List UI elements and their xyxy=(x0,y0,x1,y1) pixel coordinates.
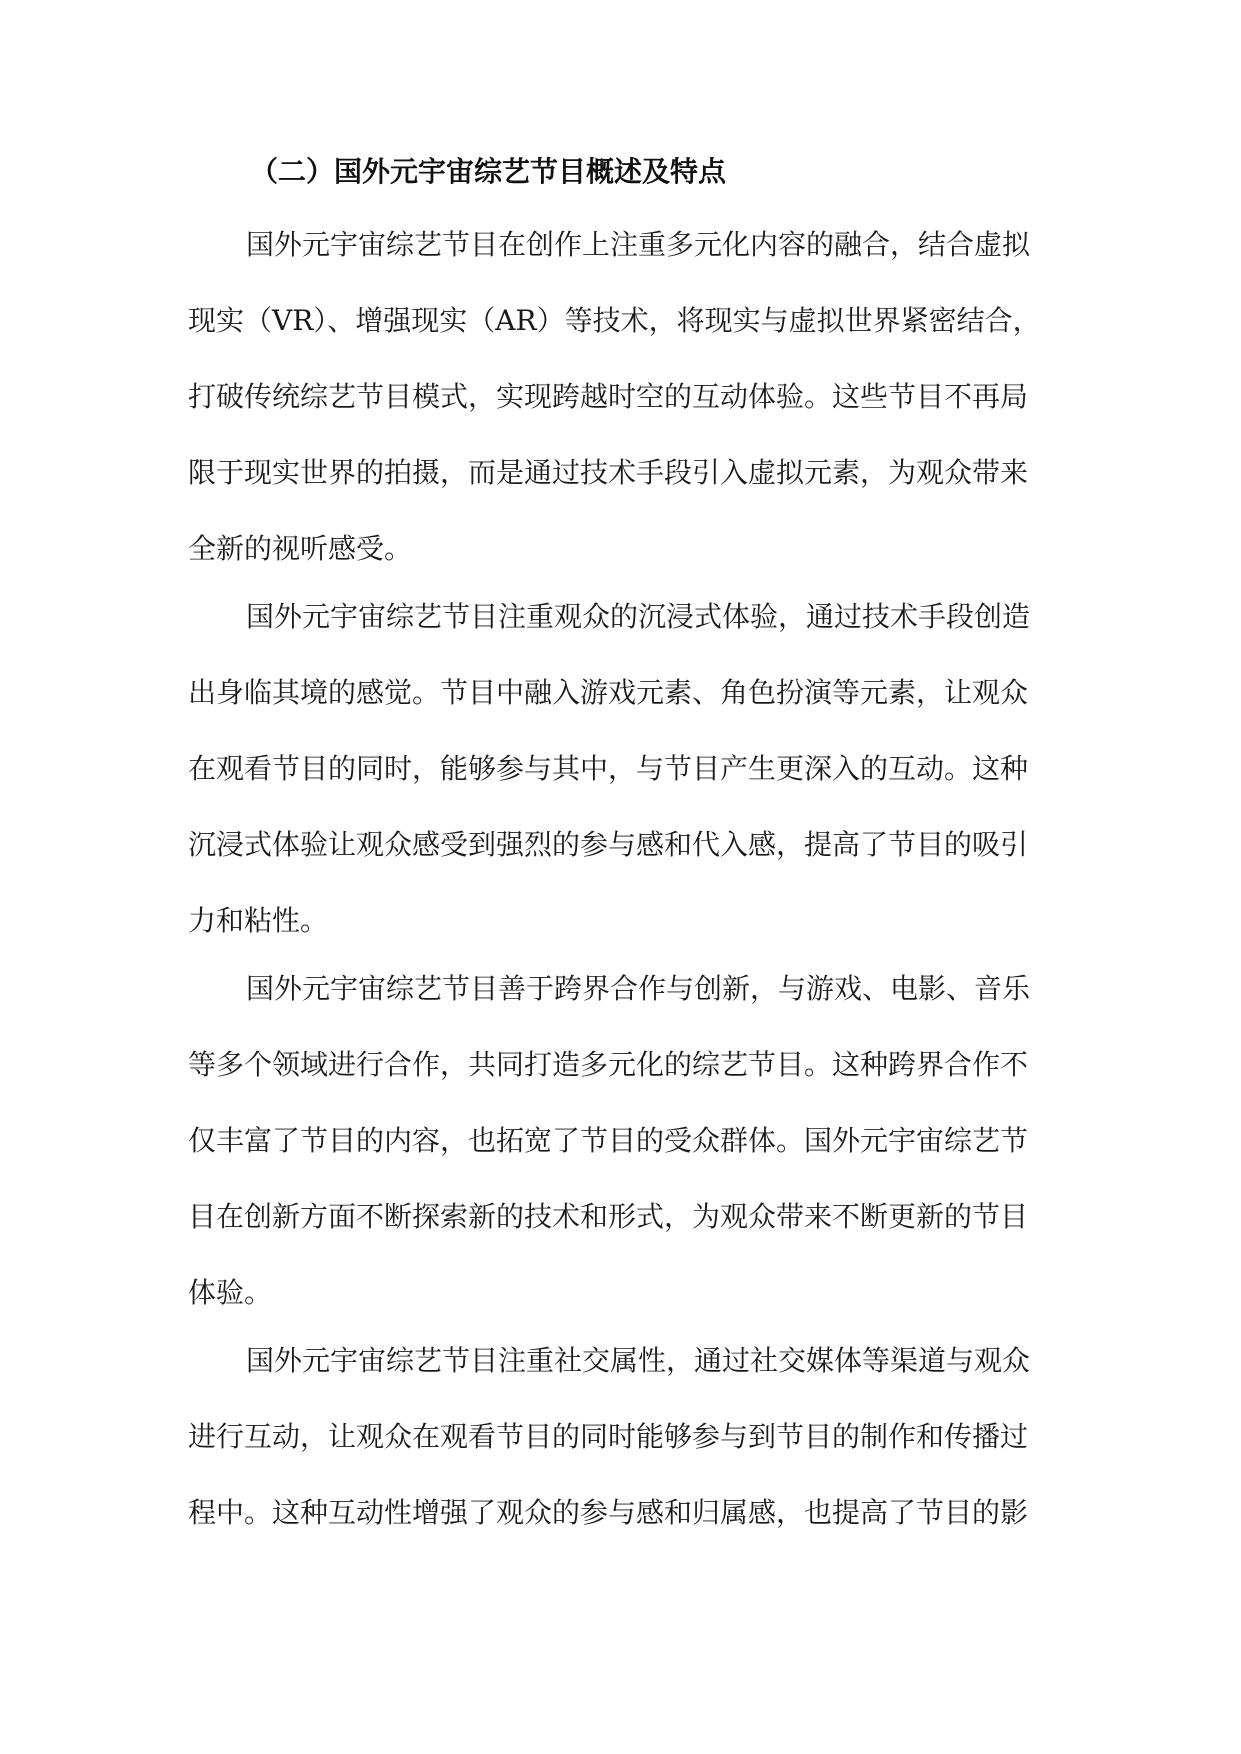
text-line: 等多个领域进行合作，共同打造多元化的综艺节目。这种跨界合作不 xyxy=(188,1048,1029,1081)
text-line: 国外元宇宙综艺节目在创作上注重多元化内容的融合，结合虚拟 xyxy=(246,228,1031,261)
text-line: 国外元宇宙综艺节目注重社交属性，通过社交媒体等渠道与观众 xyxy=(246,1344,1031,1377)
text-line: 仅丰富了节目的内容，也拓宽了节目的受众群体。国外元宇宙综艺节 xyxy=(188,1124,1029,1157)
paragraph xyxy=(188,600,1053,938)
text-line: 体验。 xyxy=(188,1276,273,1309)
text-line: 国外元宇宙综艺节目注重观众的沉浸式体验，通过技术手段创造 xyxy=(246,600,1031,633)
text-line: 目在创新方面不断探索新的技术和形式，为观众带来不断更新的节目 xyxy=(188,1200,1029,1233)
section-heading: （二）国外元宇宙综艺节目概述及特点 xyxy=(250,155,727,188)
text-line: 力和粘性。 xyxy=(188,904,329,937)
text-line: 国外元宇宙综艺节目善于跨界合作与创新，与游戏、电影、音乐 xyxy=(246,972,1031,1005)
text-line: 限于现实世界的拍摄，而是通过技术手段引入虚拟元素，为观众带来 xyxy=(188,456,1029,489)
text-line: 进行互动，让观众在观看节目的同时能够参与到节目的制作和传播过 xyxy=(188,1420,1029,1453)
text-line: 出身临其境的感觉。节目中融入游戏元素、角色扮演等元素，让观众 xyxy=(188,676,1029,709)
text-line: 打破传统综艺节目模式，实现跨越时空的互动体验。这些节目不再局 xyxy=(188,380,1029,413)
paragraph xyxy=(188,228,1053,566)
paragraph xyxy=(188,1344,1053,1530)
text-line: 在观看节目的同时，能够参与其中，与节目产生更深入的互动。这种 xyxy=(188,752,1029,785)
text-line: 沉浸式体验让观众感受到强烈的参与感和代入感，提高了节目的吸引 xyxy=(188,828,1029,861)
text-line: 全新的视听感受。 xyxy=(188,532,413,565)
document-body xyxy=(188,150,1053,1530)
paragraph xyxy=(188,972,1053,1310)
text-line: 现实（VR）、增强现实（AR）等技术，将现实与虚拟世界紧密结合， xyxy=(188,304,1041,337)
text-line: 程中。这种互动性增强了观众的参与感和归属感，也提高了节目的影 xyxy=(188,1496,1029,1529)
